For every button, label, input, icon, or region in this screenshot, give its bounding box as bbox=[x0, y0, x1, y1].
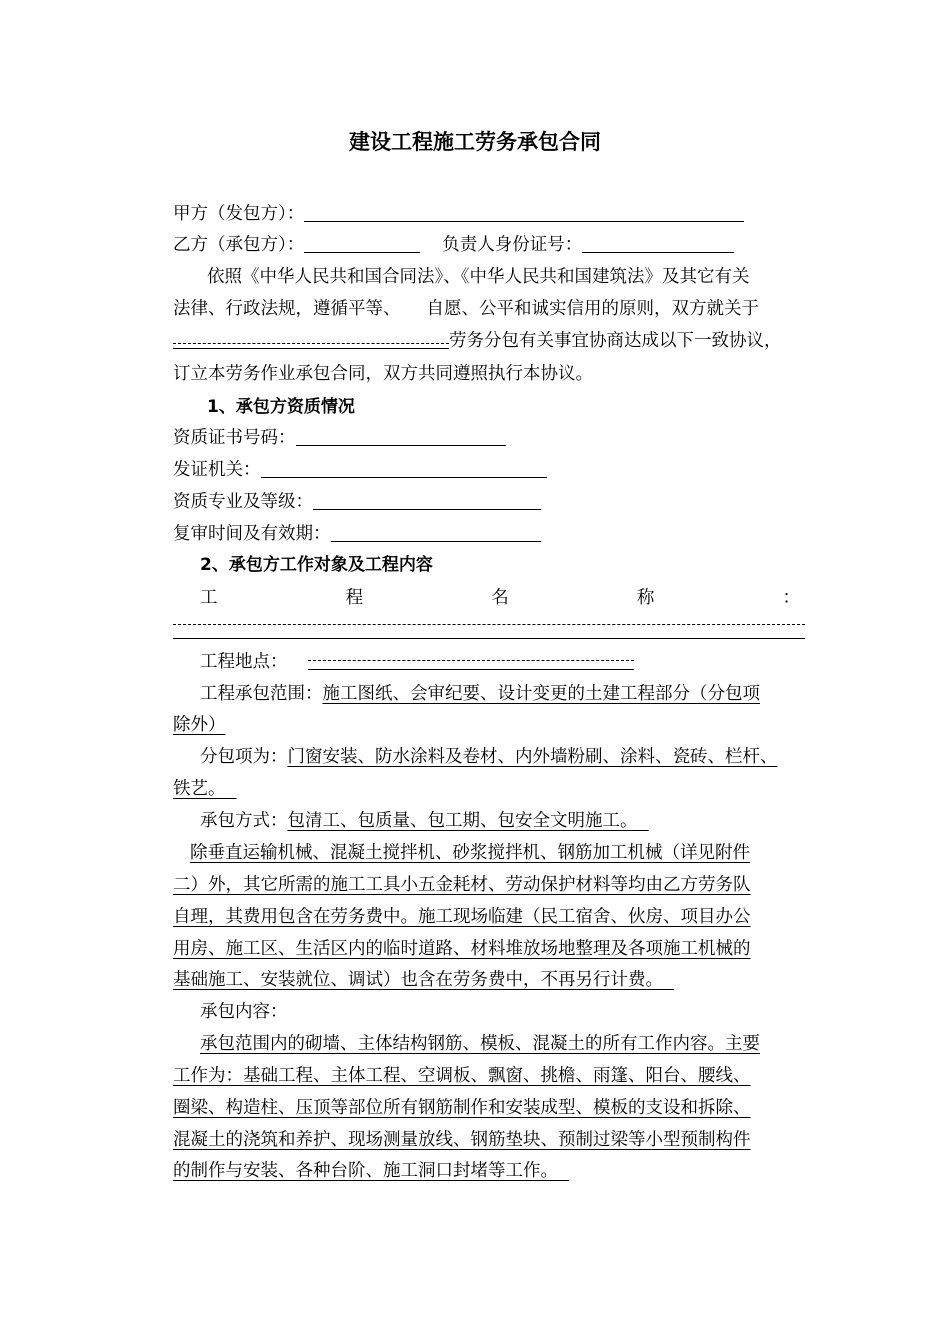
project-name-char: 工 bbox=[200, 588, 218, 608]
tools-paragraph-line: 二）外，其它所需的施工工具小五金耗材、劳动保护材料等均由乙方劳务队 bbox=[173, 875, 751, 895]
id-number-blank[interactable] bbox=[582, 233, 734, 253]
project-name-char: 程 bbox=[345, 588, 364, 608]
major-grade-blank[interactable] bbox=[313, 490, 541, 510]
content-paragraph-line: 工作为：基础工程、主体工程、空调板、飘窗、挑檐、雨篷、阳台、腰线、 bbox=[173, 1066, 751, 1086]
subcontract-text: 门窗安装、防水涂料及卷材、内外墙粉刷、涂料、瓷砖、栏杆、 bbox=[287, 747, 778, 767]
scope-text: 施工图纸、会审纪要、设计变更的土建工程部分（分包项 bbox=[322, 684, 760, 704]
tools-paragraph-line: 除垂直运输机械、混凝土搅拌机、砂浆搅拌机、钢筋加工机械（详见附件 bbox=[190, 843, 750, 863]
section-2-heading: 2、承包方工作对象及工程内容 bbox=[200, 555, 433, 575]
content-paragraph-line: 混凝土的浇筑和养护、现场测量放线、钢筋垫块、预制过梁等小型预制构件 bbox=[173, 1130, 751, 1150]
issuer-line bbox=[173, 458, 547, 482]
contract-mode-text: 包清工、包质量、包工期、包安全文明施工。 bbox=[287, 811, 638, 831]
location-label: 工程地点： bbox=[200, 652, 288, 672]
major-grade-label: 资质专业及等级： bbox=[173, 492, 313, 512]
id-number-label: 负责人身份证号： bbox=[442, 235, 583, 255]
content-paragraph-line: 圈梁、构造柱、压顶等部位所有钢筋制作和安装成型、模板的支设和拆除、 bbox=[173, 1098, 751, 1118]
tools-paragraph-line: 自理，其费用包含在劳务费中。施工现场临建（民工宿舍、伙房、项目办公 bbox=[173, 907, 751, 927]
project-name-label bbox=[200, 586, 800, 610]
party-a-blank[interactable] bbox=[304, 202, 744, 222]
project-name-char: ： bbox=[782, 588, 800, 608]
cert-number-line bbox=[173, 426, 506, 450]
intro-line-2a: 法律、行政法规，遵循平等、 bbox=[173, 299, 401, 319]
project-name-char: 称 bbox=[636, 588, 655, 608]
subcontract-line-2 bbox=[173, 777, 237, 801]
content-label: 承包内容： bbox=[200, 1002, 288, 1022]
review-label: 复审时间及有效期： bbox=[173, 524, 331, 544]
intro-line-1: 依照《中华人民共和国合同法》、《中华人民共和国建筑法》及其它有关 bbox=[207, 267, 750, 287]
intro-line-3 bbox=[173, 329, 782, 353]
content-paragraph-last: 的制作与安装、各种台阶、施工洞口封堵等工作。 bbox=[173, 1161, 558, 1181]
contract-title: 建设工程施工劳务承包合同 bbox=[349, 130, 601, 154]
cert-number-label: 资质证书号码： bbox=[173, 428, 296, 448]
intro-line-3-text: 劳务分包有关事宜协商达成以下一致协议， bbox=[449, 331, 782, 351]
tools-paragraph-line: 用房、施工区、生活区内的临时道路、材料堆放场地整理及各项施工机械的 bbox=[173, 939, 751, 959]
project-name-blank[interactable] bbox=[173, 638, 805, 639]
tools-paragraph-last: 基础施工、安装就位、调试）也含在劳务费中，不再另行计费。 bbox=[173, 970, 663, 990]
party-b-blank[interactable] bbox=[304, 233, 420, 253]
intro-line-4: 订立本劳务作业承包合同，双方共同遵照执行本协议。 bbox=[173, 364, 593, 384]
section-1-heading: 1、承包方资质情况 bbox=[207, 397, 355, 417]
content-paragraph-line: 承包范围内的砌墙、主体结构钢筋、模板、混凝土的所有工作内容。主要 bbox=[200, 1034, 760, 1054]
review-blank[interactable] bbox=[331, 522, 541, 542]
intro-line-2 bbox=[173, 297, 759, 321]
scope-line-2 bbox=[173, 713, 226, 737]
issuer-blank[interactable] bbox=[261, 458, 547, 478]
scope-label: 工程承包范围： bbox=[200, 684, 323, 704]
review-line bbox=[173, 522, 541, 546]
content-paragraph-line bbox=[173, 1159, 569, 1183]
party-b-label: 乙方（承包方）： bbox=[173, 235, 305, 255]
party-b-line bbox=[173, 233, 734, 257]
subcontract-line bbox=[200, 745, 778, 769]
location-line bbox=[200, 650, 634, 674]
project-name-line bbox=[200, 586, 800, 610]
cert-number-blank[interactable] bbox=[296, 426, 506, 446]
scope-text-2: 除外） bbox=[173, 715, 226, 735]
project-name-char: 名 bbox=[491, 588, 509, 608]
contract-mode-line bbox=[200, 809, 649, 833]
intro-line-2b: 自愿、公平和诚实信用的原则，双方就关于 bbox=[426, 299, 759, 319]
contract-mode-label: 承包方式： bbox=[200, 811, 288, 831]
major-grade-line bbox=[173, 490, 541, 514]
project-name-dashed-fill bbox=[173, 624, 805, 625]
project-name-blank[interactable] bbox=[173, 329, 449, 349]
location-blank[interactable] bbox=[308, 650, 634, 670]
scope-line bbox=[200, 682, 760, 706]
subcontract-text-2: 铁艺。 bbox=[173, 779, 226, 799]
party-a-label: 甲方（发包方）： bbox=[173, 204, 305, 224]
tools-paragraph-line bbox=[173, 968, 674, 992]
party-a-line bbox=[173, 202, 744, 226]
issuer-label: 发证机关： bbox=[173, 460, 261, 480]
subcontract-label: 分包项为： bbox=[200, 747, 288, 767]
